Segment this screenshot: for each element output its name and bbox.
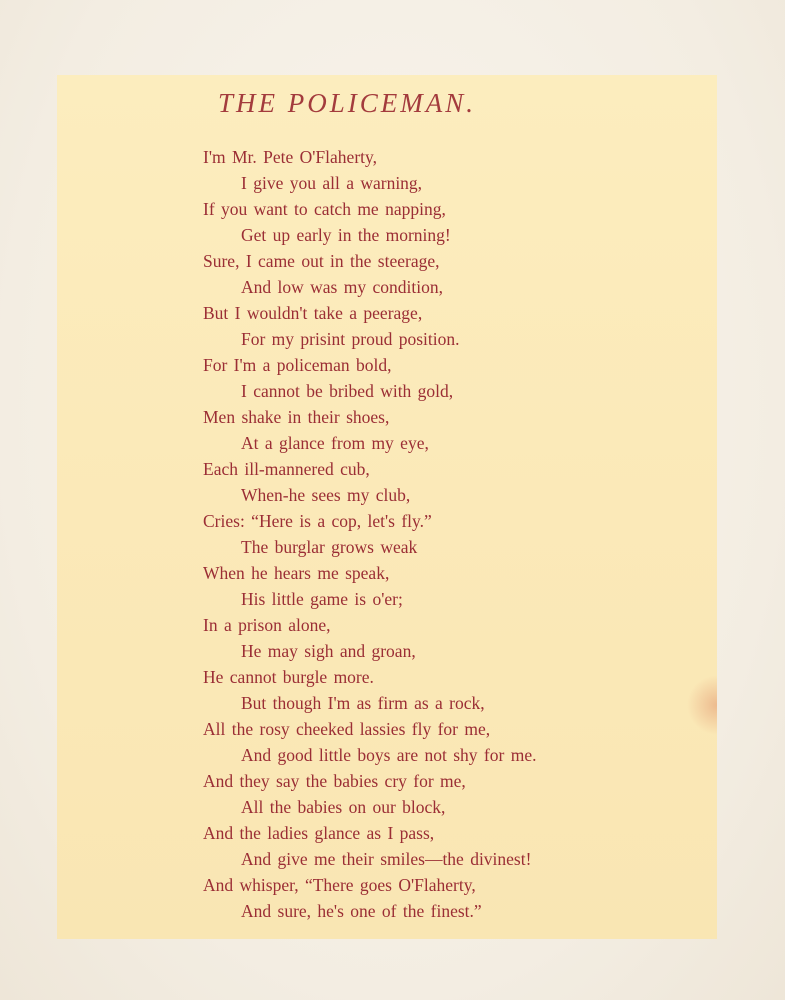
paper-stain	[687, 675, 717, 735]
poem-line: And give me their smiles—the divinest!	[241, 849, 532, 869]
poem-line: In a prison alone,	[203, 615, 331, 635]
poem-title: THE POLICEMAN.	[218, 88, 476, 118]
poem-line: I'm Mr. Pete O'Flaherty,	[203, 147, 377, 167]
poem-body	[203, 144, 683, 924]
poem-line: I give you all a warning,	[241, 173, 423, 193]
poem-line: His little game is o'er;	[241, 589, 403, 609]
poem-line: Cries: “Here is a cop, let's fly.”	[203, 511, 432, 531]
poem-line: And sure, he's one of the finest.”	[241, 901, 482, 921]
poem-line: Each ill-mannered cub,	[203, 459, 370, 479]
poem-line: If you want to catch me napping,	[203, 199, 446, 219]
poem-line: He may sigh and groan,	[241, 641, 416, 661]
poem-line: All the rosy cheeked lassies fly for me,	[203, 719, 491, 739]
poem-line: And the ladies glance as I pass,	[203, 823, 435, 843]
poem-line: At a glance from my eye,	[241, 433, 429, 453]
poem-line: For my prisint proud position.	[241, 329, 460, 349]
poem-line: And they say the babies cry for me,	[203, 771, 466, 791]
poem-line: He cannot burgle more.	[203, 667, 374, 687]
poem-line: But though I'm as firm as a rock,	[241, 693, 485, 713]
poem-line: All the babies on our block,	[241, 797, 446, 817]
poem-line: Get up early in the morning!	[241, 225, 451, 245]
poem-line: For I'm a policeman bold,	[203, 355, 392, 375]
poem-line: And whisper, “There goes O'Flaherty,	[203, 875, 476, 895]
poem-line: But I wouldn't take a peerage,	[203, 303, 423, 323]
poem-line: When-he sees my club,	[241, 485, 411, 505]
poem-line: And low was my condition,	[241, 277, 443, 297]
poem-line: When he hears me speak,	[203, 563, 390, 583]
poem-line: And good little boys are not shy for me.	[241, 745, 537, 765]
poem-line: Sure, I came out in the steerage,	[203, 251, 440, 271]
poem-line: The burglar grows weak	[241, 537, 418, 557]
poem-line: Men shake in their shoes,	[203, 407, 390, 427]
poem-line: I cannot be bribed with gold,	[241, 381, 454, 401]
